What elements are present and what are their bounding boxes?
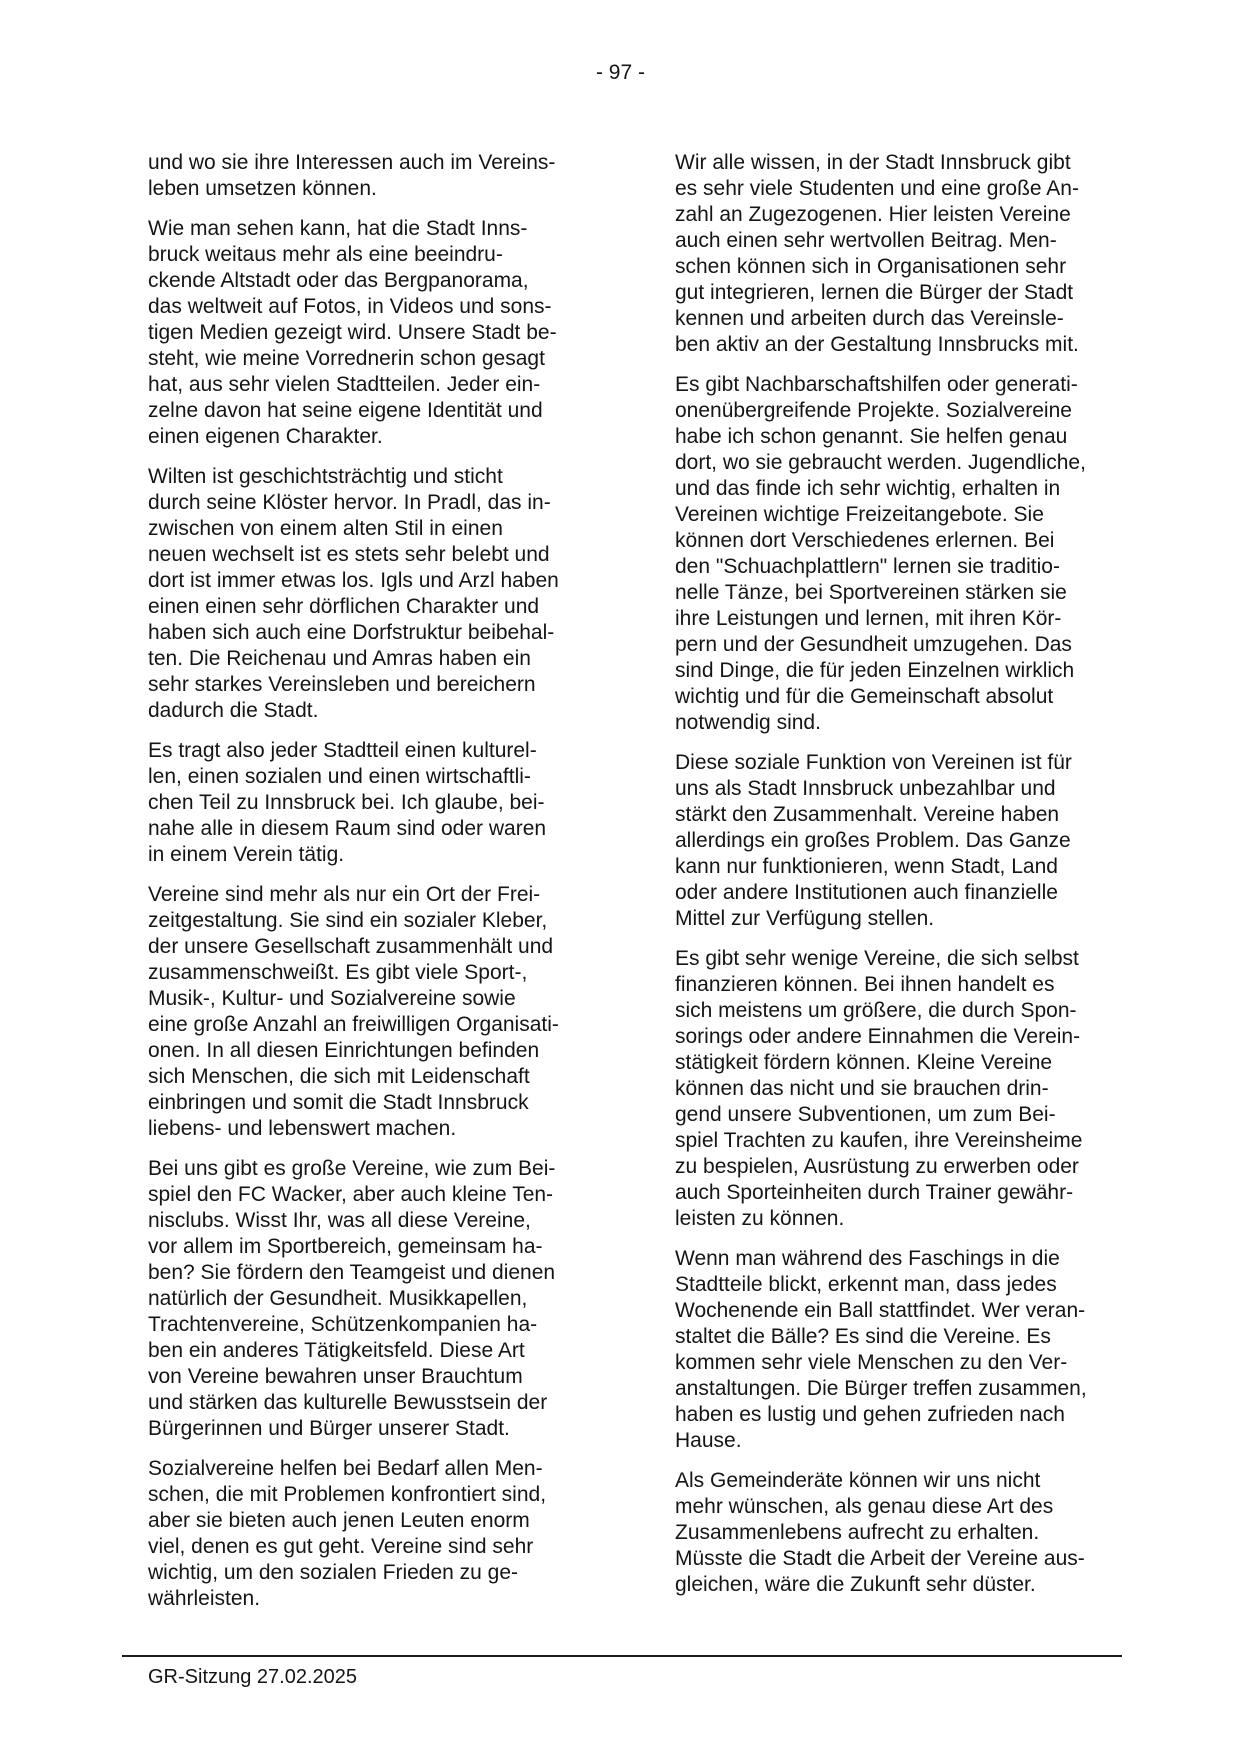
text-line: mehr wünschen, als genau diese Art des — [675, 1495, 1054, 1518]
text-line: zelne davon hat seine eigene Identität und — [148, 399, 543, 422]
text-line: es sehr viele Studenten und eine große An- — [675, 177, 1079, 200]
text-line: ben? Sie fördern den Teamgeist und dienen — [148, 1261, 556, 1284]
text-line: Stadtteile blickt, erkennt man, dass jedes — [675, 1273, 1057, 1296]
paragraph — [148, 464, 663, 724]
text-line: Wochenende ein Ball stattfindet. Wer veran- — [675, 1299, 1086, 1322]
paragraph — [675, 1246, 1190, 1454]
text-line: und wo sie ihre Interessen auch im Vereins- — [148, 151, 556, 174]
text-line: vor allem im Sportbereich, gemeinsam ha- — [148, 1235, 543, 1258]
text-line: den "Schuachplattlern" lernen sie traditio- — [675, 555, 1060, 578]
text-line: staltet die Bälle? Es sind die Vereine. Es — [675, 1325, 1051, 1348]
text-line: liebens- und lebenswert machen. — [148, 1117, 457, 1140]
page-number: - 97 - — [595, 61, 645, 84]
text-line: stätigkeit fördern können. Kleine Vereine — [675, 1051, 1053, 1074]
text-line: nahe alle in diesem Raum sind oder waren — [148, 817, 547, 840]
text-line: chen Teil zu Innsbruck bei. Ich glaube, bei- — [148, 791, 545, 814]
text-line: dort ist immer etwas los. Igls und Arzl haben — [148, 569, 559, 592]
text-line: anstaltungen. Die Bürger treffen zusammen, — [675, 1377, 1087, 1400]
text-line: schen können sich in Organisationen sehr — [675, 255, 1067, 278]
text-line: viel, denen es gut geht. Vereine sind sehr — [148, 1535, 534, 1558]
text-line: der unsere Gesellschaft zusammenhält und — [148, 935, 554, 958]
text-line: ben aktiv an der Gestaltung Innsbrucks mit. — [675, 333, 1079, 356]
text-line: dadurch die Stadt. — [148, 699, 319, 722]
text-line: dort, wo sie gebraucht werden. Jugendliche, — [675, 451, 1086, 474]
text-line: nelle Tänze, bei Sportvereinen stärken sie — [675, 581, 1067, 604]
paragraph — [148, 216, 663, 450]
text-line: ckende Altstadt oder das Bergpanorama, — [148, 269, 529, 292]
text-line: Hause. — [675, 1429, 742, 1452]
text-line: haben es lustig und gehen zufrieden nach — [675, 1403, 1065, 1426]
text-line: Müsste die Stadt die Arbeit der Vereine aus- — [675, 1547, 1085, 1570]
text-line: Wilten ist geschichtsträchtig und sticht — [148, 465, 503, 488]
text-line: Bei uns gibt es große Vereine, wie zum Bei- — [148, 1157, 556, 1180]
text-line: allerdings ein großes Problem. Das Ganze — [675, 829, 1071, 852]
left-column — [148, 150, 663, 1626]
text-line: zwischen von einem alten Stil in einen — [148, 517, 503, 540]
text-line: können das nicht und sie brauchen drin- — [675, 1077, 1049, 1100]
paragraph — [675, 150, 1190, 358]
text-line: können dort Verschiedenes erlernen. Bei — [675, 529, 1055, 552]
text-line: finanzieren können. Bei ihnen handelt es — [675, 973, 1055, 996]
text-line: Es gibt sehr wenige Vereine, die sich selbst — [675, 947, 1079, 970]
text-line: zahl an Zugezogenen. Hier leisten Vereine — [675, 203, 1071, 226]
text-line: sind Dinge, die für jeden Einzelnen wirklich — [675, 659, 1075, 682]
text-line: durch seine Klöster hervor. In Pradl, das in- — [148, 491, 551, 514]
text-line: zusammenschweißt. Es gibt viele Sport-, — [148, 961, 528, 984]
text-line: währleisten. — [148, 1587, 261, 1610]
paragraph — [675, 372, 1190, 736]
text-line: Bürgerinnen und Bürger unserer Stadt. — [148, 1417, 510, 1440]
text-line: spiel Trachten zu kaufen, ihre Vereinsheime — [675, 1129, 1083, 1152]
text-line: von Vereine bewahren unser Brauchtum — [148, 1365, 523, 1388]
text-line: notwendig sind. — [675, 711, 821, 734]
text-line: gleichen, wäre die Zukunft sehr düster. — [675, 1573, 1036, 1596]
paragraph — [675, 750, 1190, 932]
text-line: onenübergreifende Projekte. Sozialvereine — [675, 399, 1072, 422]
text-line: Wenn man während des Faschings in die — [675, 1247, 1060, 1270]
right-column — [675, 150, 1190, 1612]
text-line: haben sich auch eine Dorfstruktur beibehal- — [148, 621, 555, 644]
text-line: wichtig, um den sozialen Frieden zu ge- — [148, 1561, 519, 1584]
paragraph — [675, 946, 1190, 1232]
paragraph — [148, 738, 663, 868]
text-line: Vereinen wichtige Freizeitangebote. Sie — [675, 503, 1044, 526]
text-line: uns als Stadt Innsbruck unbezahlbar und — [675, 777, 1056, 800]
text-line: Wie man sehen kann, hat die Stadt Inns- — [148, 217, 528, 240]
text-line: pern und der Gesundheit umzugehen. Das — [675, 633, 1072, 656]
text-line: kann nur funktionieren, wenn Stadt, Land — [675, 855, 1058, 878]
text-line: kennen und arbeiten durch das Vereinsle- — [675, 307, 1064, 330]
text-line: gut integrieren, lernen die Bürger der Stadt — [675, 281, 1074, 304]
text-line: nisclubs. Wisst Ihr, was all diese Vereine, — [148, 1209, 531, 1232]
text-line: Als Gemeinderäte können wir uns nicht — [675, 1469, 1041, 1492]
text-line: ten. Die Reichenau und Amras haben ein — [148, 647, 531, 670]
text-line: ben ein anderes Tätigkeitsfeld. Diese Art — [148, 1339, 525, 1362]
text-line: eine große Anzahl an freiwilligen Organisati- — [148, 1013, 559, 1036]
paragraph — [148, 1456, 663, 1612]
text-line: habe ich schon genannt. Sie helfen genau — [675, 425, 1068, 448]
text-line: auch einen sehr wertvollen Beitrag. Men- — [675, 229, 1057, 252]
text-line: stärkt den Zusammenhalt. Vereine haben — [675, 803, 1060, 826]
text-line: oder andere Institutionen auch finanzielle — [675, 881, 1058, 904]
text-line: len, einen sozialen und einen wirtschaftli- — [148, 765, 531, 788]
text-line: zeitgestaltung. Sie sind ein sozialer Kleber, — [148, 909, 548, 932]
text-line: schen, die mit Problemen konfrontiert sind, — [148, 1483, 547, 1506]
text-line: und stärken das kulturelle Bewusstsein der — [148, 1391, 548, 1414]
text-line: Trachtenvereine, Schützenkompanien ha- — [148, 1313, 538, 1336]
text-line: sich Menschen, die sich mit Leidenschaft — [148, 1065, 530, 1088]
text-line: auch Sporteinheiten durch Trainer gewähr- — [675, 1181, 1074, 1204]
text-line: und das finde ich sehr wichtig, erhalten in — [675, 477, 1061, 500]
text-line: einen einen sehr dörflichen Charakter und — [148, 595, 540, 618]
paragraph — [148, 882, 663, 1142]
text-line: Wir alle wissen, in der Stadt Innsbruck gibt — [675, 151, 1071, 174]
text-line: sorings oder andere Einnahmen die Verein- — [675, 1025, 1081, 1048]
text-line: Vereine sind mehr als nur ein Ort der Frei- — [148, 883, 541, 906]
text-line: Es tragt also jeder Stadtteil einen kulturel- — [148, 739, 537, 762]
paragraph — [148, 1156, 663, 1442]
text-line: sich meistens um größere, die durch Spon- — [675, 999, 1077, 1022]
text-line: hat, aus sehr vielen Stadtteilen. Jeder ein- — [148, 373, 541, 396]
text-line: bruck weitaus mehr als eine beeindru- — [148, 243, 503, 266]
text-line: leben umsetzen können. — [148, 177, 377, 200]
text-line: neuen wechselt ist es stets sehr belebt und — [148, 543, 550, 566]
text-line: das weltweit auf Fotos, in Videos und sons- — [148, 295, 552, 318]
text-line: steht, wie meine Vorrednerin schon gesagt — [148, 347, 545, 370]
text-line: aber sie bieten auch jenen Leuten enorm — [148, 1509, 530, 1532]
text-line: Zusammenlebens aufrecht zu erhalten. — [675, 1521, 1040, 1544]
text-line: tigen Medien gezeigt wird. Unsere Stadt be- — [148, 321, 557, 344]
text-line: kommen sehr viele Menschen zu den Ver- — [675, 1351, 1068, 1374]
text-line: onen. In all diesen Einrichtungen befinden — [148, 1039, 540, 1062]
text-line: Mittel zur Verfügung stellen. — [675, 907, 935, 930]
text-line: Musik-, Kultur- und Sozialvereine sowie — [148, 987, 516, 1010]
text-line: natürlich der Gesundheit. Musikkapellen, — [148, 1287, 528, 1310]
text-line: sehr starkes Vereinsleben und bereichern — [148, 673, 536, 696]
footer-divider — [122, 1655, 1122, 1657]
footer-session-label: GR-Sitzung 27.02.2025 — [148, 1666, 358, 1688]
paragraph — [148, 150, 663, 202]
paragraph — [675, 1468, 1190, 1598]
text-line: Diese soziale Funktion von Vereinen ist für — [675, 751, 1072, 774]
text-line: wichtig und für die Gemeinschaft absolut — [675, 685, 1054, 708]
text-line: Sozialvereine helfen bei Bedarf allen Men- — [148, 1457, 543, 1480]
text-line: in einem Verein tätig. — [148, 843, 345, 866]
text-line: Es gibt Nachbarschaftshilfen oder generati- — [675, 373, 1078, 396]
text-line: einen eigenen Charakter. — [148, 425, 383, 448]
text-line: zu bespielen, Ausrüstung zu erwerben oder — [675, 1155, 1079, 1178]
text-line: einbringen und somit die Stadt Innsbruck — [148, 1091, 529, 1114]
text-line: leisten zu können. — [675, 1207, 845, 1230]
text-line: gend unsere Subventionen, um zum Bei- — [675, 1103, 1056, 1126]
text-line: ihre Leistungen und lernen, mit ihren Kör- — [675, 607, 1062, 630]
text-line: spiel den FC Wacker, aber auch kleine Ten- — [148, 1183, 554, 1206]
